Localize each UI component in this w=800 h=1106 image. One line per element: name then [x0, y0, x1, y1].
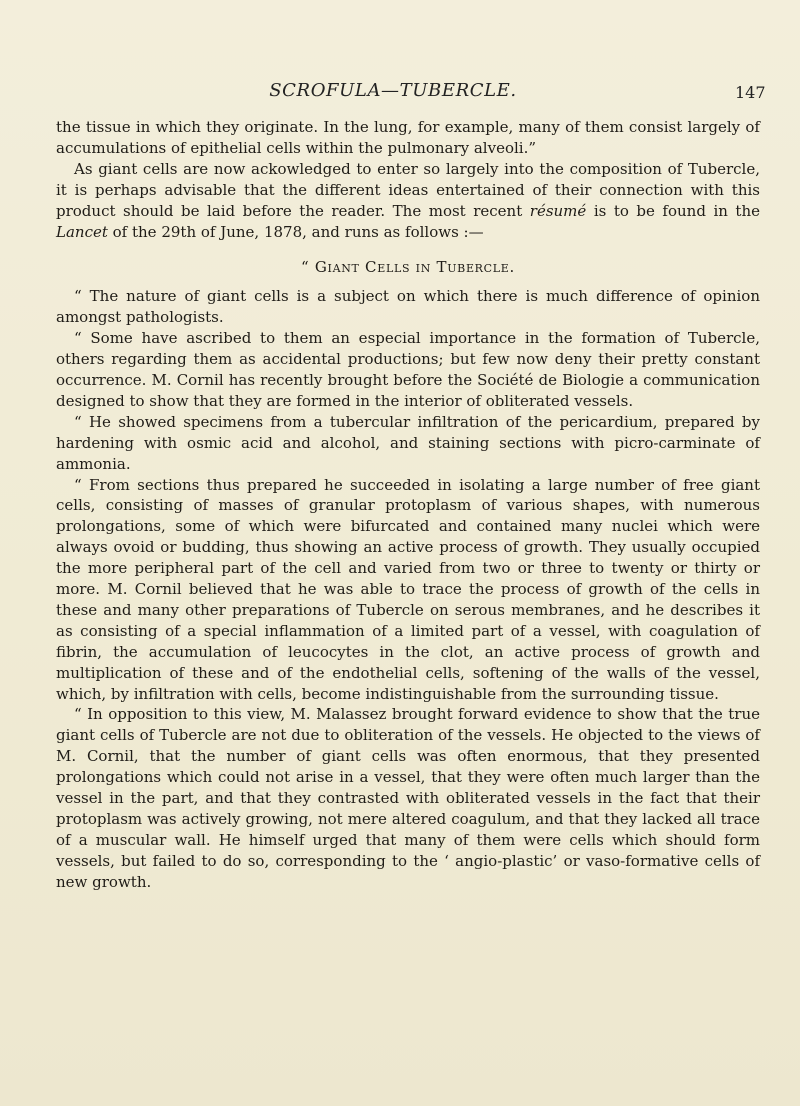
- journal-title: Lancet: [56, 222, 108, 241]
- quoted-paragraph: “ In opposition to this view, M. Malassez brought forward evidence to show that the true giant cells of Tubercle are not due to obliteration of the vessels. He objected to the views of M. Cornil, that the number of giant cells was often enormous, that they presented prolongations which could not arise in a vessel, that they were often much larger than the vessel in the part, and that they contrasted with obliterated vessels in the fact that their protoplasm was actively growing, not mere altered coagulum, and that they lacked all trace of a muscular wall. He himself urged that many of them were cells which should form vessels, but failed to do so, corresponding to the ‘ angio-plastic’ or vaso-formative cells of new growth.: [56, 705, 760, 891]
- resume-word: résumé: [529, 201, 587, 220]
- section-heading: “ Giant Cells in Tubercle.: [301, 258, 515, 277]
- quoted-paragraph: “ He showed specimens from a tubercular infiltration of the pericardium, prepared by hardening with osmic acid and alcohol, and staining sections with picro-carminate of ammonia.: [56, 412, 760, 473]
- page-number: 147: [735, 83, 766, 102]
- quoted-paragraph: “ The nature of giant cells is a subject on which there is much difference of opinion amongst pathologists.: [56, 287, 760, 327]
- context-text-before: As giant cells are now ackowledged to enter so largely into the composition of Tubercle, it is perhaps advisable that the different ideas entertained of their connection with this product should be laid before the reader. The most recent: [56, 159, 760, 220]
- context-text-after: of the 29th of June, 1878, and runs as follows :—: [107, 222, 484, 241]
- body-text: [56, 117, 760, 893]
- context-text-middle: is to be found in the: [586, 201, 761, 220]
- quoted-paragraph: “ Some have ascribed to them an especial importance in the formation of Tubercle, others regarding them as accidental productions; but few now deny their pretty constant occurrence. M. Cornil has recently brought before the Société de Biologie a communication designed to show that they are formed in the interior of obliterated vessels.: [56, 329, 760, 410]
- intro-paragraph: the tissue in which they originate. In the lung, for example, many of them consist largely of accumulations of epithelial cells within the pulmonary alveoli.”: [56, 118, 760, 157]
- quoted-paragraph: “ From sections thus prepared he succeeded in isolating a large number of free giant cells, consisting of masses of granular protoplasm of various shapes, with numerous prolongations, some of which were bifurcated and contained many nuclei which were always ovoid or budding, thus showing an active process of growth. They usually occupied the more peripheral part of the cell and varied from two or three to twenty or thirty or more. M. Cornil believed that he was able to trace the process of growth of the cells in these and many other preparations of Tubercle on serous membranes, and he describes it as consisting of a special inflammation of a limited part of a vessel, with coagulation of fibrin, the accumulation of leucocytes in the clot, an active process of growth and multiplication of these and of the endothelial cells, softening of the walls of the vessel, which, by infiltration with cells, become indistinguishable from the surrounding tissue.: [56, 475, 760, 703]
- context-paragraph: [56, 159, 760, 243]
- running-title: SCROFULA—TUBERCLE.: [269, 80, 517, 101]
